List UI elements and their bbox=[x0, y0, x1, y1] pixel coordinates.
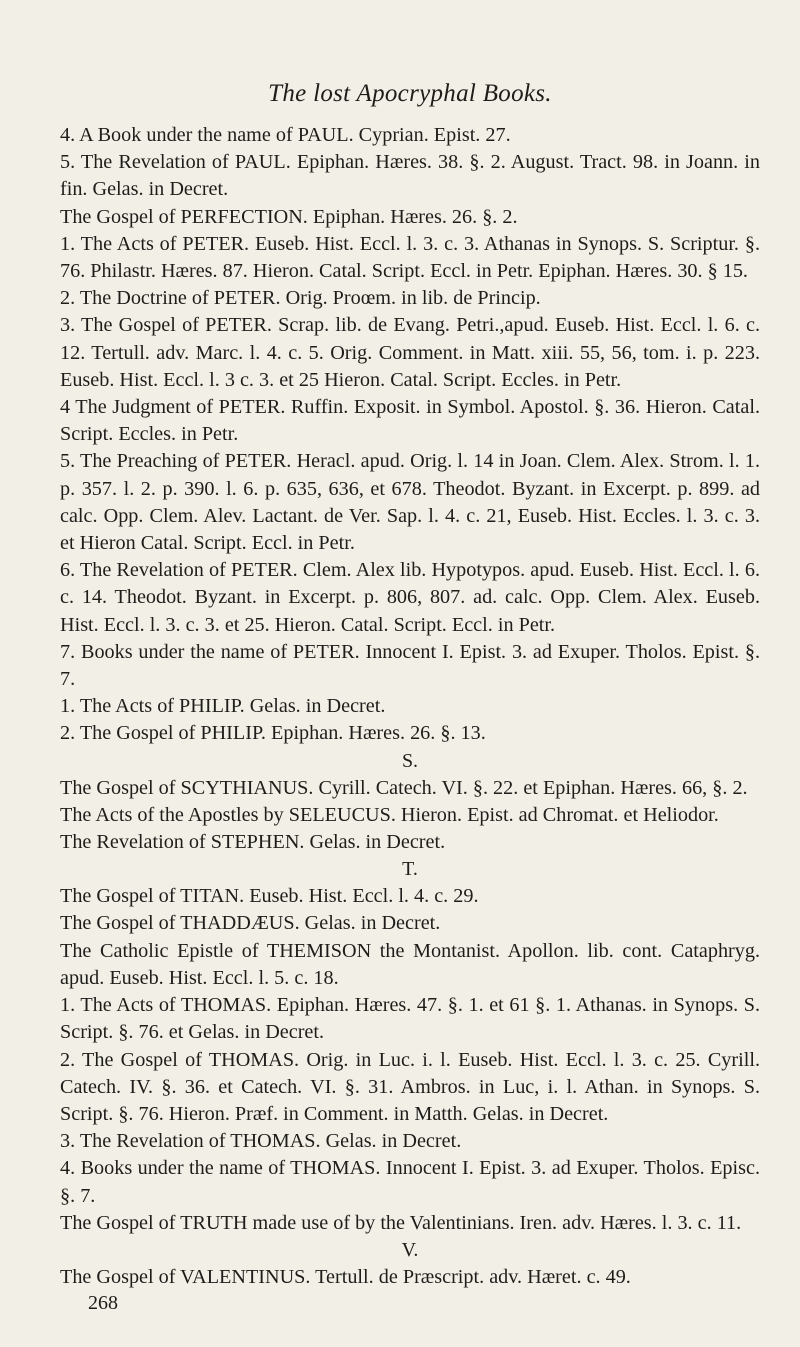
entry-peter-books: 7. Books under the name of PETER. Innocent I. Epist. 3. ad Exuper. Tholos. Epist. §. 7. bbox=[60, 640, 760, 691]
entry-thomas-revelation: 3. The Revelation of THOMAS. Gelas. in Decret. bbox=[60, 1130, 462, 1153]
entry-truth-gospel: The Gospel of TRUTH made use of by the Valentinians. Iren. adv. Hæres. l. 3. c. 11. bbox=[60, 1211, 742, 1234]
entry-philip-acts: 1. The Acts of PHILIP. Gelas. in Decret. bbox=[60, 695, 386, 718]
entry-peter-judgment: 4 The Judgment of PETER. Ruffin. Exposit. in Symbol. Apostol. §. 36. Hieron. Catal. Script. Eccles. in Petr. bbox=[60, 396, 760, 446]
running-head: The lost Apocryphal Books. bbox=[268, 80, 552, 107]
entry-scythianus-gospel: The Gospel of SCYTHIANUS. Cyrill. Catech. VI. §. 22. et Epiphan. Hæres. 66, §. 2. bbox=[60, 776, 748, 799]
entry-seleucus-acts: The Acts of the Apostles by SELEUCUS. Hieron. Epist. ad Chromat. et Heliodor. bbox=[60, 803, 719, 826]
entry-gospel-perfection: The Gospel of PERFECTION. Epiphan. Hæres. 26. §. 2. bbox=[60, 205, 518, 228]
entry-themison-epistle: The Catholic Epistle of THEMISON the Montanist. Apollon. lib. cont. Cataphryg. apud. Euseb. Hist. Eccl. l. 5. c. 18. bbox=[60, 939, 760, 989]
entry-peter-acts: 1. The Acts of PETER. Euseb. Hist. Eccl. l. 3. c. 3. Athanas in Synops. S. Scriptur. §. 76. Philastr. Hæres. 87. Hieron. Catal. Script. Eccl. in Petr. Epiphan. Hæres. 30. § 15. bbox=[60, 232, 760, 283]
entry-paul-book: 4. A Book under the name of PAUL. Cyprian. Epist. 27. bbox=[60, 124, 511, 146]
entry-thomas-books: 4. Books under the name of THOMAS. Innocent I. Epist. 3. ad Exuper. Tholos. Episc. §. 7. bbox=[60, 1157, 760, 1207]
entry-peter-revelation: 6. The Revelation of PETER. Clem. Alex lib. Hypotypos. apud. Euseb. Hist. Eccl. l. 6. c. 14. Theodot. Byzant. in Excerpt. p. 806, 807. ad. calc. Opp. Clem. Alex. Euseb. Hist. Eccl. l. 3. c. 3. et 25. Hieron. Catal. Script. Eccl. in Petr. bbox=[60, 559, 760, 636]
entry-valentinus-gospel: The Gospel of VALENTINUS. Tertull. de Præscript. adv. Hæret. c. 49. bbox=[60, 1265, 631, 1288]
section-letter-t: T. bbox=[402, 858, 418, 881]
entry-paul-revelation: 5. The Revelation of PAUL. Epiphan. Hæres. 38. §. 2. August. Tract. 98. in Joann. in fin. Gelas. in Decret. bbox=[60, 151, 760, 201]
entry-titan-gospel: The Gospel of TITAN. Euseb. Hist. Eccl. l. 4. c. 29. bbox=[60, 885, 479, 908]
entry-thaddaeus-gospel: The Gospel of THADDÆUS. Gelas. in Decret. bbox=[60, 912, 441, 935]
entry-philip-gospel: 2. The Gospel of PHILIP. Epiphan. Hæres. 26. §. 13. bbox=[60, 722, 486, 745]
entry-peter-gospel: 3. The Gospel of PETER. Scrap. lib. de Evang. Petri.,apud. Euseb. Hist. Eccl. l. 6. c. 12. Tertull. adv. Marc. l. 4. c. 5. Orig. Comment. in Matt. xiii. 55, 56, tom. i. p. 223. Euseb. Hist. Eccl. l. 3 c. 3. et 25 Hieron. Catal. Script. Eccles. in Petr. bbox=[60, 314, 760, 391]
entry-thomas-gospel: 2. The Gospel of THOMAS. Orig. in Luc. i. l. Euseb. Hist. Eccl. l. 3. c. 25. Cyrill. Catech. IV. §. 36. et Catech. VI. §. 31. Ambros. in Luc, i. l. Athan. in Synops. S. Script. §. 76. Hieron. Præf. in Comment. in Matth. Gelas. in Decret. bbox=[60, 1048, 760, 1125]
entry-thomas-acts: 1. The Acts of THOMAS. Epiphan. Hæres. 47. §. 1. et 61 §. 1. Athanas. in Synops. S. Script. §. 76. et Gelas. in Decret. bbox=[60, 994, 760, 1044]
section-letter-v: V. bbox=[401, 1238, 419, 1261]
section-letter-s: S. bbox=[401, 749, 419, 772]
page-number: 268 bbox=[88, 1292, 118, 1315]
entry-peter-preaching: 5. The Preaching of PETER. Heracl. apud. Orig. l. 14 in Joan. Clem. Alex. Strom. l. 1. p. 357. l. 2. p. 390. l. 6. p. 635, 636, et 678. Theodot. Byzant. in Excerpt. p. 899. ad calc. Opp. Clem. Alev. Lactant. de Ver. Sap. l. 4. c. 21, Euseb. Hist. Eccles. l. 3. c. 3. et Hieron Catal. Script. Eccl. in Petr. bbox=[60, 450, 760, 555]
entry-stephen-revelation: The Revelation of STEPHEN. Gelas. in Decret. bbox=[60, 831, 446, 854]
page-body bbox=[60, 122, 760, 1315]
entry-peter-doctrine: 2. The Doctrine of PETER. Orig. Proœm. in lib. de Princip. bbox=[60, 287, 541, 310]
